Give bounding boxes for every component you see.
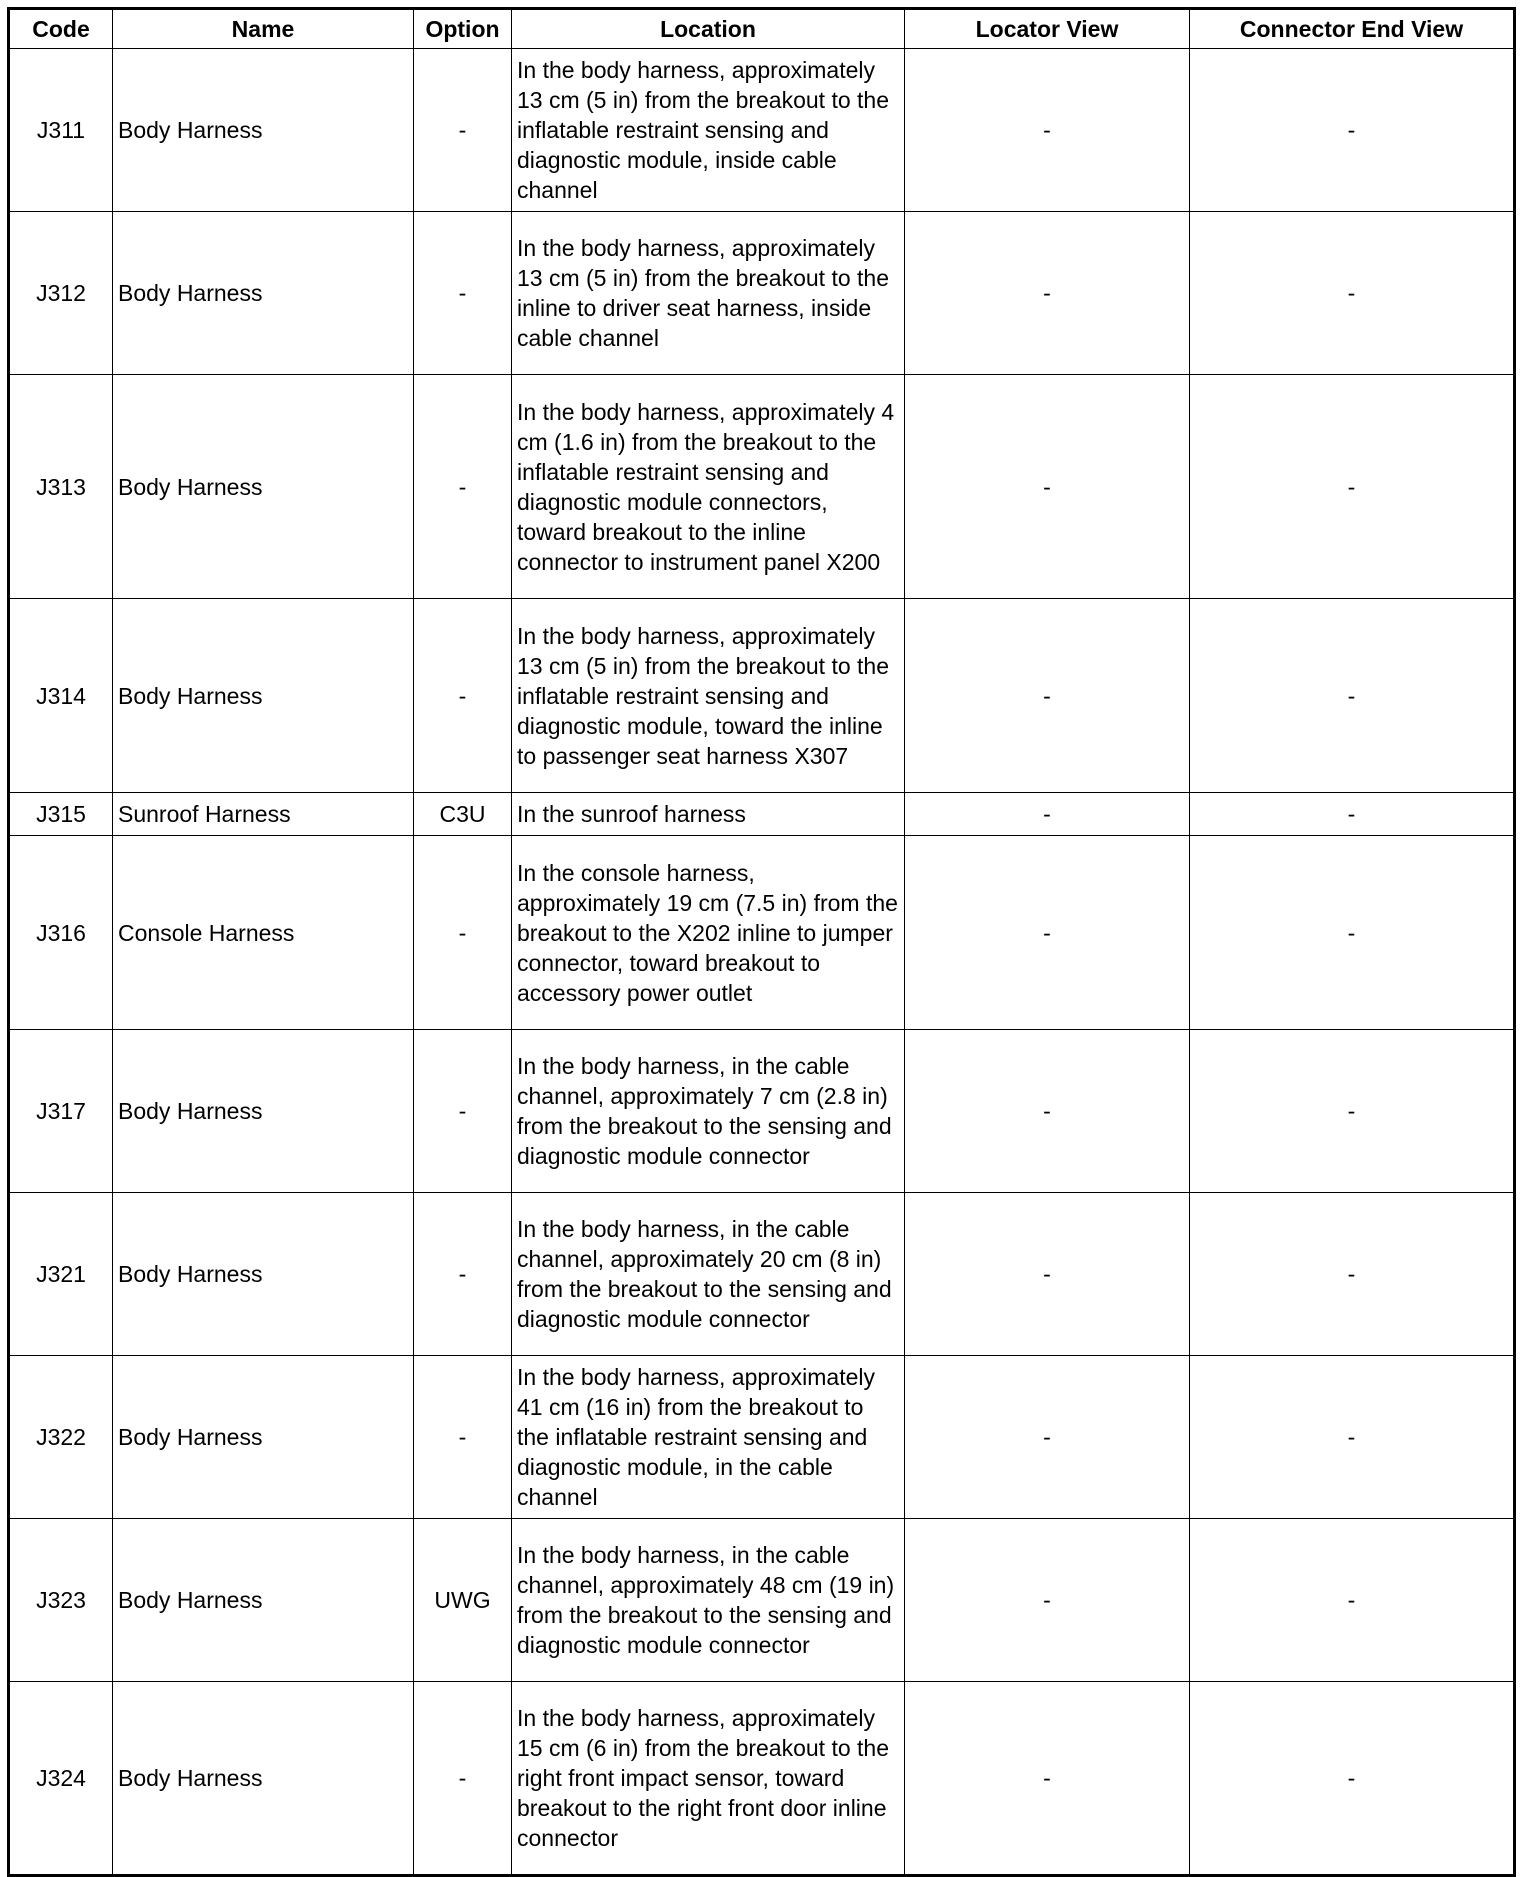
code-cell: J314 bbox=[9, 599, 113, 793]
locator-view-cell: - bbox=[905, 1356, 1190, 1519]
name-cell: Body Harness bbox=[113, 599, 414, 793]
connector-end-view-cell: - bbox=[1190, 1519, 1515, 1682]
option-cell: UWG bbox=[414, 1519, 512, 1682]
table-row bbox=[9, 1682, 1515, 1876]
location-cell: In the body harness, in the cable channel, approximately 20 cm (8 in) from the breakout to the sensing and diagnostic module connector bbox=[512, 1193, 905, 1356]
option-cell: - bbox=[414, 1193, 512, 1356]
connector-end-view-cell: - bbox=[1190, 1193, 1515, 1356]
connector-end-view-cell: - bbox=[1190, 1682, 1515, 1876]
header-connector-end-view: Connector End View bbox=[1190, 9, 1515, 49]
code-cell: J312 bbox=[9, 212, 113, 375]
table-row bbox=[9, 599, 1515, 793]
location-cell: In the body harness, approximately 41 cm (16 in) from the breakout to the inflatable restraint sensing and diagnostic module, in the cable channel bbox=[512, 1356, 905, 1519]
locator-view-cell: - bbox=[905, 1193, 1190, 1356]
table-header-row bbox=[9, 9, 1515, 49]
table-row bbox=[9, 1030, 1515, 1193]
header-option: Option bbox=[414, 9, 512, 49]
locator-view-cell: - bbox=[905, 49, 1190, 212]
location-cell: In the body harness, approximately 13 cm (5 in) from the breakout to the inflatable restraint sensing and diagnostic module, inside cable channel bbox=[512, 49, 905, 212]
table-row bbox=[9, 1519, 1515, 1682]
locator-view-cell: - bbox=[905, 375, 1190, 599]
name-cell: Body Harness bbox=[113, 1356, 414, 1519]
name-cell: Body Harness bbox=[113, 212, 414, 375]
location-cell: In the body harness, approximately 4 cm (1.6 in) from the breakout to the inflatable restraint sensing and diagnostic module connectors, toward breakout to the inline connector to instrument panel X200 bbox=[512, 375, 905, 599]
name-cell: Body Harness bbox=[113, 49, 414, 212]
option-cell: C3U bbox=[414, 793, 512, 836]
header-code: Code bbox=[9, 9, 113, 49]
option-cell: - bbox=[414, 1030, 512, 1193]
option-cell: - bbox=[414, 1356, 512, 1519]
name-cell: Body Harness bbox=[113, 1030, 414, 1193]
table-row bbox=[9, 212, 1515, 375]
location-cell: In the console harness, approximately 19 cm (7.5 in) from the breakout to the X202 inline to jumper connector, toward breakout to accessory power outlet bbox=[512, 836, 905, 1030]
code-cell: J315 bbox=[9, 793, 113, 836]
connector-end-view-cell: - bbox=[1190, 49, 1515, 212]
name-cell: Body Harness bbox=[113, 375, 414, 599]
location-cell: In the sunroof harness bbox=[512, 793, 905, 836]
table-row bbox=[9, 49, 1515, 212]
code-cell: J311 bbox=[9, 49, 113, 212]
code-cell: J322 bbox=[9, 1356, 113, 1519]
header-name: Name bbox=[113, 9, 414, 49]
connector-end-view-cell: - bbox=[1190, 375, 1515, 599]
location-cell: In the body harness, in the cable channel, approximately 48 cm (19 in) from the breakout to the sensing and diagnostic module connector bbox=[512, 1519, 905, 1682]
option-cell: - bbox=[414, 836, 512, 1030]
connector-end-view-cell: - bbox=[1190, 836, 1515, 1030]
locator-view-cell: - bbox=[905, 212, 1190, 375]
location-cell: In the body harness, approximately 13 cm (5 in) from the breakout to the inflatable restraint sensing and diagnostic module, toward the inline to passenger seat harness X307 bbox=[512, 599, 905, 793]
code-cell: J316 bbox=[9, 836, 113, 1030]
header-locator-view: Locator View bbox=[905, 9, 1190, 49]
option-cell: - bbox=[414, 375, 512, 599]
connector-end-view-cell: - bbox=[1190, 1356, 1515, 1519]
code-cell: J317 bbox=[9, 1030, 113, 1193]
locator-view-cell: - bbox=[905, 836, 1190, 1030]
splice-table bbox=[7, 7, 1516, 1877]
table-row bbox=[9, 836, 1515, 1030]
option-cell: - bbox=[414, 1682, 512, 1876]
option-cell: - bbox=[414, 49, 512, 212]
option-cell: - bbox=[414, 212, 512, 375]
code-cell: J313 bbox=[9, 375, 113, 599]
option-cell: - bbox=[414, 599, 512, 793]
splice-table-document bbox=[7, 7, 1513, 1877]
locator-view-cell: - bbox=[905, 1030, 1190, 1193]
name-cell: Body Harness bbox=[113, 1519, 414, 1682]
table-row bbox=[9, 1193, 1515, 1356]
table-row bbox=[9, 793, 1515, 836]
code-cell: J324 bbox=[9, 1682, 113, 1876]
table-row bbox=[9, 375, 1515, 599]
connector-end-view-cell: - bbox=[1190, 599, 1515, 793]
locator-view-cell: - bbox=[905, 1519, 1190, 1682]
connector-end-view-cell: - bbox=[1190, 793, 1515, 836]
name-cell: Body Harness bbox=[113, 1682, 414, 1876]
name-cell: Console Harness bbox=[113, 836, 414, 1030]
locator-view-cell: - bbox=[905, 793, 1190, 836]
header-location: Location bbox=[512, 9, 905, 49]
name-cell: Sunroof Harness bbox=[113, 793, 414, 836]
table-row bbox=[9, 1356, 1515, 1519]
connector-end-view-cell: - bbox=[1190, 212, 1515, 375]
locator-view-cell: - bbox=[905, 599, 1190, 793]
code-cell: J321 bbox=[9, 1193, 113, 1356]
location-cell: In the body harness, in the cable channel, approximately 7 cm (2.8 in) from the breakout to the sensing and diagnostic module connector bbox=[512, 1030, 905, 1193]
locator-view-cell: - bbox=[905, 1682, 1190, 1876]
code-cell: J323 bbox=[9, 1519, 113, 1682]
connector-end-view-cell: - bbox=[1190, 1030, 1515, 1193]
location-cell: In the body harness, approximately 13 cm (5 in) from the breakout to the inline to driver seat harness, inside cable channel bbox=[512, 212, 905, 375]
location-cell: In the body harness, approximately 15 cm (6 in) from the breakout to the right front impact sensor, toward breakout to the right front door inline connector bbox=[512, 1682, 905, 1876]
name-cell: Body Harness bbox=[113, 1193, 414, 1356]
